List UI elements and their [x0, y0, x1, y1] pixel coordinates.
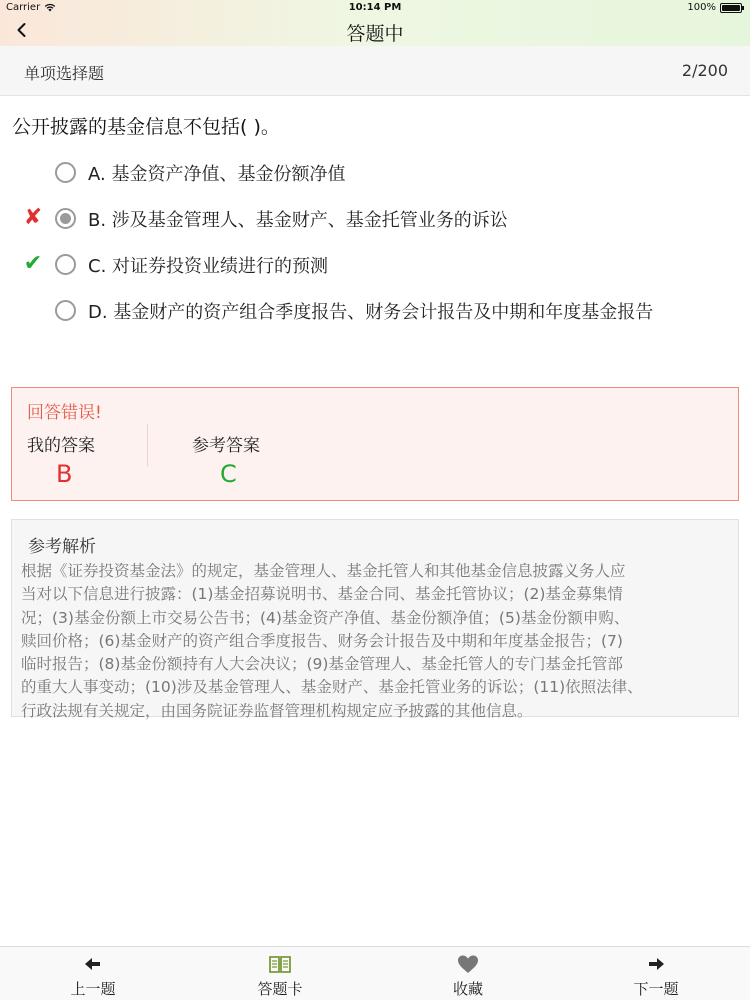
option-b-radio[interactable] — [55, 208, 76, 229]
analysis-heading: 参考解析 — [28, 537, 96, 557]
option-a-label: A. 基金资产净值、基金份额净值 — [88, 164, 346, 185]
heart-icon — [456, 953, 480, 975]
status-time: 10:14 PM — [348, 2, 402, 13]
wrong-cross-icon: ✘ — [23, 205, 43, 230]
next-question-button[interactable] — [596, 947, 716, 1000]
analysis-line: 根据《证券投资基金法》的规定，基金管理人、基金托管人和其他基金信息披露义务人应 — [21, 562, 626, 580]
analysis-line: 的重大人事变动；(10)涉及基金管理人、基金财产、基金托管业务的诉讼；(11)依照法律、 — [21, 678, 643, 697]
option-c-radio[interactable] — [55, 254, 76, 275]
my-answer-label: 我的答案 — [27, 436, 95, 456]
arrow-right-icon — [644, 953, 668, 975]
top-gradient-bar — [0, 0, 750, 46]
option-a-radio[interactable] — [55, 162, 76, 183]
analysis-line: 赎回价格；(6)基金财产的资产组合季度报告、财务会计报告及中期和年度基金报告；(7) — [21, 631, 623, 650]
reference-answer-value: C — [220, 460, 237, 488]
question-text: 公开披露的基金信息不包括( )。 — [12, 116, 280, 138]
bottom-tab-bar — [0, 946, 750, 1000]
option-a-mark — [22, 160, 44, 184]
result-panel — [11, 387, 739, 501]
analysis-body — [21, 560, 733, 723]
correct-check-icon: ✔ — [23, 251, 43, 276]
analysis-panel — [11, 519, 739, 720]
option-c-label: C. 对证券投资业绩进行的预测 — [88, 256, 329, 277]
question-info-bar — [0, 46, 750, 96]
option-d-radio[interactable] — [55, 300, 76, 321]
reference-answer-label: 参考答案 — [192, 436, 260, 456]
prev-question-button[interactable] — [33, 947, 153, 1000]
open-book-icon — [268, 953, 292, 975]
option-d-mark — [22, 298, 44, 322]
battery-icon — [720, 3, 742, 13]
option-b-label: B. 涉及基金管理人、基金财产、基金托管业务的诉讼 — [88, 210, 508, 231]
analysis-line: 当对以下信息进行披露：(1)基金招募说明书、基金合同、基金托管协议；(2)基金募集情 — [21, 585, 623, 604]
favorite-button[interactable] — [408, 947, 528, 1000]
my-answer-value: B — [56, 460, 73, 488]
question-type: 单项选择题 — [24, 64, 105, 83]
status-right — [687, 2, 742, 13]
answer-card-button[interactable] — [220, 947, 340, 1000]
analysis-line: 况；(3)基金份额上市交易公告书；(4)基金资产净值、基金份额净值；(5)基金份额申购、 — [21, 608, 630, 627]
prev-question-label: 上一题 — [70, 980, 116, 998]
option-d[interactable] — [0, 294, 750, 330]
answer-card-label: 答题卡 — [257, 980, 303, 998]
analysis-line: 行政法规有关规定，由国务院证券监督管理机构规定应予披露的其他信息。 — [21, 701, 533, 720]
favorite-label: 收藏 — [452, 980, 483, 998]
analysis-line: 临时报告；(8)基金份额持有人大会决议；(9)基金管理人、基金托管人的专门基金托管部 — [21, 655, 623, 674]
result-heading: 回答错误! — [27, 403, 102, 423]
next-question-label: 下一题 — [633, 980, 679, 998]
arrow-left-icon — [81, 953, 105, 975]
question-progress: 2/200 — [681, 61, 728, 80]
carrier-label: Carrier — [6, 2, 41, 13]
option-b[interactable] — [0, 202, 750, 238]
status-bar — [0, 0, 750, 16]
option-c[interactable] — [0, 248, 750, 284]
option-a[interactable] — [0, 156, 750, 192]
page-title: 答题中 — [346, 23, 404, 45]
result-divider — [147, 424, 148, 466]
option-d-label: D. 基金财产的资产组合季度报告、财务会计报告及中期和年度基金报告 — [88, 302, 654, 323]
battery-percent: 100% — [687, 2, 716, 13]
navigation-bar — [0, 16, 750, 46]
